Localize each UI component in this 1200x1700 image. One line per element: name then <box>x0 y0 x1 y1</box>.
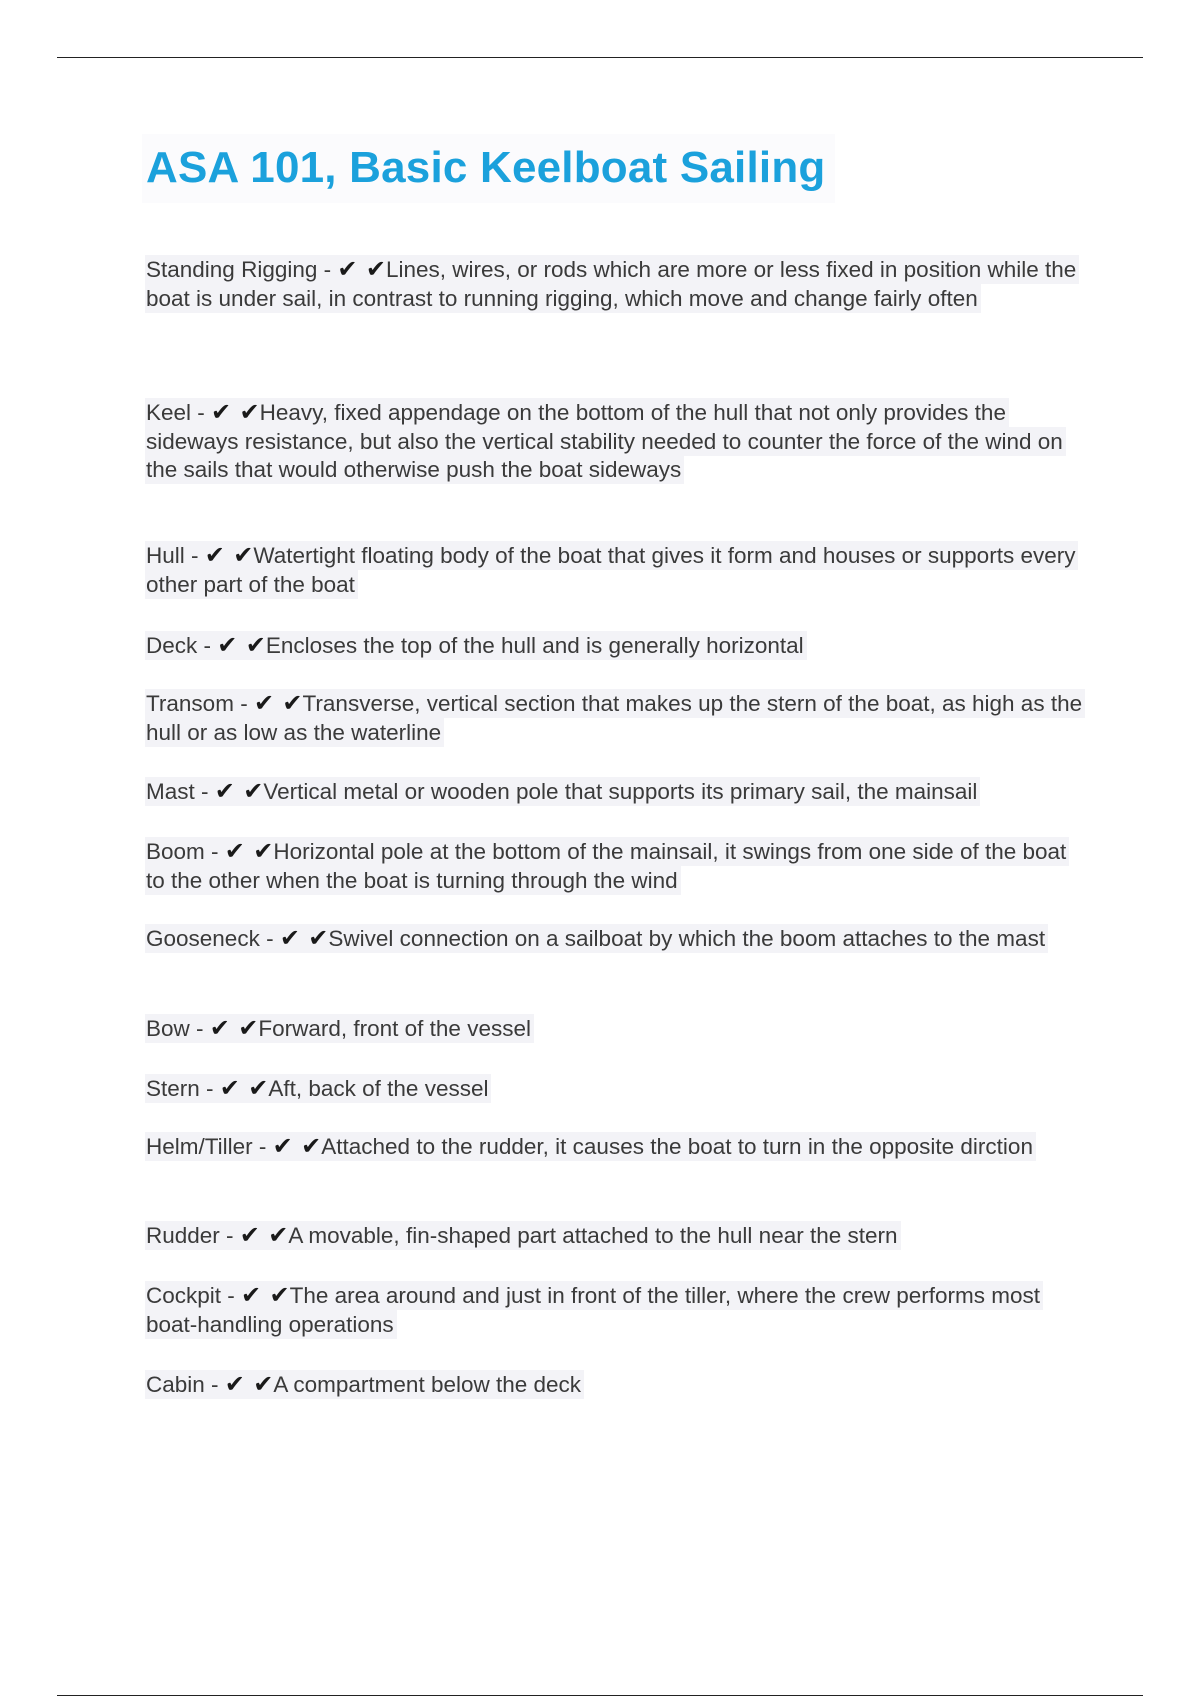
term-definition: Heavy, fixed appendage on the bottom of the hull that not only provides the sideways resistance, but also the vertical stability needed to counter the force of the wind on the sails that would otherwise push the boat sideways <box>146 400 1063 482</box>
term-definition: A compartment below the deck <box>273 1372 582 1397</box>
term-entry <box>145 778 1091 807</box>
term-separator: - <box>259 926 280 951</box>
term-entry <box>145 1075 1091 1104</box>
term-name: Helm/Tiller <box>146 1134 253 1159</box>
term-entry <box>145 1222 1091 1251</box>
double-check-icon: ✔ ✔ <box>224 1370 274 1398</box>
term-name: Standing Rigging <box>146 257 318 282</box>
term-separator: - <box>199 1076 220 1101</box>
double-check-icon: ✔ ✔ <box>337 255 386 283</box>
term-entry-text <box>145 541 1078 599</box>
term-separator: - <box>204 839 225 864</box>
term-entry-text <box>145 1014 534 1043</box>
term-entry-text <box>145 837 1069 895</box>
term-separator: - <box>184 543 205 568</box>
term-separator: - <box>233 691 254 716</box>
term-separator: - <box>219 1223 240 1248</box>
term-separator: - <box>252 1134 273 1159</box>
term-separator: - <box>317 257 338 282</box>
term-separator: - <box>189 1016 210 1041</box>
term-name: Bow <box>146 1016 190 1041</box>
term-name: Transom <box>146 691 234 716</box>
term-name: Keel <box>146 400 192 425</box>
term-entry-text <box>145 1221 901 1250</box>
term-entry-text <box>145 689 1085 747</box>
term-separator: - <box>221 1283 242 1308</box>
double-check-icon: ✔ ✔ <box>253 689 303 717</box>
term-entry-text <box>145 777 980 806</box>
term-entry-text <box>145 924 1048 953</box>
double-check-icon: ✔ ✔ <box>241 1281 290 1309</box>
term-definition: The area around and just in front of the tiller, where the crew performs most boat-handling operations <box>146 1283 1040 1337</box>
double-check-icon: ✔ ✔ <box>279 924 329 952</box>
term-name: Rudder <box>146 1223 220 1248</box>
double-check-icon: ✔ ✔ <box>219 1074 269 1102</box>
term-entry <box>145 399 1091 485</box>
term-entry-text <box>145 255 1079 313</box>
header-rule <box>57 57 1143 58</box>
term-entry-text <box>145 1281 1043 1339</box>
term-name: Deck <box>146 633 198 658</box>
double-check-icon: ✔ ✔ <box>204 541 254 569</box>
double-check-icon: ✔ ✔ <box>239 1221 289 1249</box>
term-name: Boom <box>146 839 205 864</box>
term-entry <box>145 838 1091 895</box>
page-title: ASA 101, Basic Keelboat Sailing <box>142 134 835 203</box>
term-name: Hull <box>146 543 185 568</box>
term-entry <box>145 632 1091 661</box>
term-definition: Forward, front of the vessel <box>258 1016 531 1041</box>
term-name: Cockpit <box>146 1283 222 1308</box>
term-entry <box>145 256 1091 313</box>
double-check-icon: ✔ ✔ <box>214 777 264 805</box>
term-entry-text <box>145 1132 1036 1161</box>
term-definition: Swivel connection on a sailboat by which the boom attaches to the mast <box>328 926 1046 951</box>
term-entry-text <box>145 631 807 660</box>
term-entry-text <box>145 1370 584 1399</box>
double-check-icon: ✔ ✔ <box>211 398 260 426</box>
double-check-icon: ✔ ✔ <box>217 631 266 659</box>
term-definition: Aft, back of the vessel <box>268 1076 489 1101</box>
term-entry <box>145 1282 1091 1339</box>
term-entry <box>145 1371 1091 1400</box>
term-entry-text <box>145 1074 491 1103</box>
term-entry <box>145 1015 1091 1044</box>
term-separator: - <box>197 633 218 658</box>
term-entry <box>145 542 1091 599</box>
term-entry <box>145 925 1091 954</box>
term-definition: Encloses the top of the hull and is generally horizontal <box>265 633 804 658</box>
footer-rule <box>57 1695 1143 1696</box>
term-entry <box>145 690 1091 747</box>
term-separator: - <box>204 1372 225 1397</box>
term-separator: - <box>194 779 215 804</box>
double-check-icon: ✔ ✔ <box>272 1132 322 1160</box>
term-definition: A movable, fin-shaped part attached to the hull near the stern <box>288 1223 898 1248</box>
term-entry-text <box>145 398 1066 484</box>
term-separator: - <box>191 400 212 425</box>
term-definition: Transverse, vertical section that makes up the stern of the boat, as high as the hull or as low as the waterline <box>146 691 1083 745</box>
term-definition: Lines, wires, or rods which are more or less fixed in position while the boat is under sail, in contrast to running rigging, which move and change fairly often <box>146 257 1077 311</box>
term-name: Cabin <box>146 1372 205 1397</box>
double-check-icon: ✔ ✔ <box>224 837 274 865</box>
term-definition: Attached to the rudder, it causes the boat to turn in the opposite dirction <box>321 1134 1033 1159</box>
term-entry <box>145 1133 1091 1162</box>
term-name: Gooseneck <box>146 926 260 951</box>
term-definition: Horizontal pole at the bottom of the mainsail, it swings from one side of the boat to the other when the boat is turning through the wind <box>146 839 1067 893</box>
double-check-icon: ✔ ✔ <box>209 1014 259 1042</box>
term-name: Mast <box>146 779 195 804</box>
term-definition: Vertical metal or wooden pole that supports its primary sail, the mainsail <box>263 779 978 804</box>
term-name: Stern <box>146 1076 200 1101</box>
term-definition: Watertight floating body of the boat that gives it form and houses or supports every other part of the boat <box>146 543 1076 597</box>
